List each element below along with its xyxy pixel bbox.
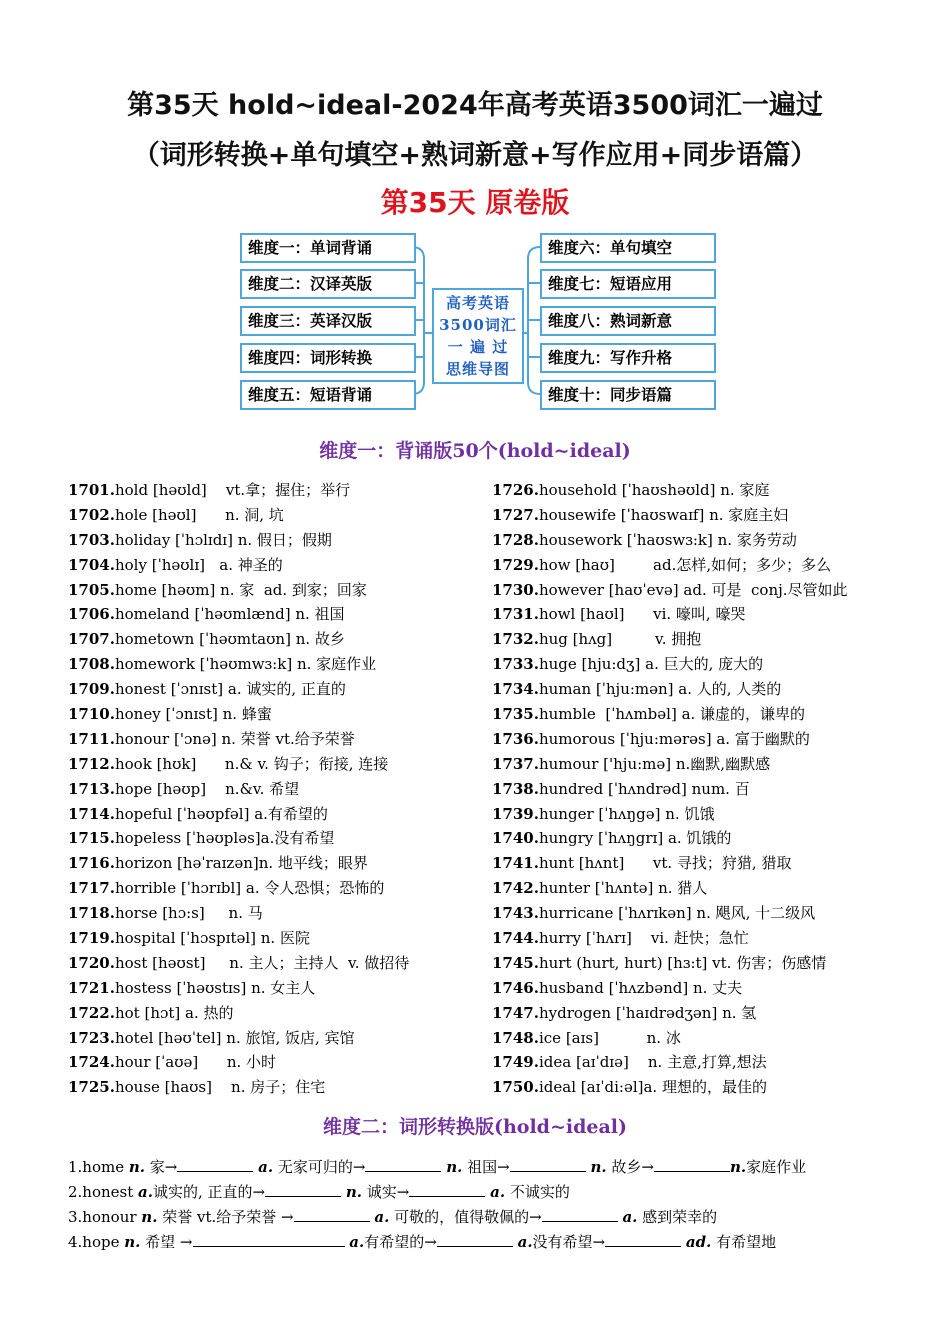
word-definition: hungry [ˈhʌŋgrɪ] a. 饥饿的 — [538, 829, 732, 848]
word-entry — [68, 1050, 409, 1075]
word-entry — [492, 901, 848, 926]
word-number: 1747. — [492, 1003, 539, 1022]
word-definition: horse [hɔ:s] n. 马 — [114, 904, 263, 923]
word-number: 1718. — [68, 904, 115, 923]
word-list-left — [68, 478, 409, 1100]
word-number: 1737. — [492, 754, 539, 773]
mindmap-left-5: 维度五：短语背诵 — [240, 380, 416, 410]
word-number: 1744. — [492, 929, 539, 948]
word-entry — [492, 702, 848, 727]
mindmap-center-line: 一 遍 过 — [447, 338, 509, 356]
word-entry — [492, 876, 848, 901]
title-line-2: （词形转换+单句填空+熟词新意+写作应用+同步语篇） — [132, 140, 818, 171]
word-entry — [68, 851, 409, 876]
word-list-right — [492, 478, 848, 1100]
word-entry — [68, 1075, 409, 1100]
answer-blank[interactable] — [510, 1159, 586, 1172]
word-entry — [68, 876, 409, 901]
word-definition: howl [haʊl] vi. 嚎叫, 嚎哭 — [538, 605, 746, 624]
word-definition: house [haʊs] n. 房子；住宅 — [114, 1078, 326, 1097]
word-entry — [68, 553, 409, 578]
word-number: 1717. — [68, 879, 115, 898]
word-definition: ice [aɪs] n. 冰 — [538, 1028, 681, 1047]
word-definition: hurry [ˈhʌrɪ] vi. 赶快；急忙 — [538, 929, 749, 948]
word-entry — [68, 1001, 409, 1026]
word-number: 1710. — [68, 705, 115, 724]
word-definition: holy [ˈhəʊlɪ] a. 神圣的 — [114, 555, 283, 574]
word-entry — [492, 851, 848, 876]
mindmap-center — [432, 288, 524, 384]
word-number: 1726. — [492, 481, 539, 499]
word-number: 1707. — [68, 630, 115, 649]
mindmap-right-3: 维度八：熟词新意 — [540, 306, 716, 336]
word-entry — [492, 1075, 848, 1100]
word-definition: honour ['ɔnə] n. 荣誉 vt.给予荣誉 — [114, 729, 355, 748]
word-entry — [68, 976, 409, 1001]
word-definition: idea [aɪˈdɪə] n. 主意,打算,想法 — [538, 1053, 767, 1072]
word-entry — [68, 602, 409, 627]
word-number: 1719. — [68, 929, 115, 948]
word-number: 1721. — [68, 978, 115, 997]
word-entry — [492, 553, 848, 578]
word-definition: human [ˈhju:mən] a. 人的, 人类的 — [538, 680, 782, 699]
word-entry — [68, 802, 409, 827]
word-number: 1709. — [68, 680, 115, 699]
word-definition: holiday [ˈhɔlɪdɪ] n. 假日；假期 — [114, 530, 332, 549]
word-entry — [492, 578, 848, 603]
word-entry — [492, 777, 848, 802]
word-number: 1728. — [492, 530, 539, 549]
answer-blank[interactable] — [365, 1159, 441, 1172]
section-1-title: 维度一：背诵版50个(hold~ideal) — [319, 440, 631, 462]
word-number: 1711. — [68, 729, 115, 748]
word-entry — [492, 478, 848, 503]
word-definition: hook [hʊk] n.& v. 钩子；衔接, 连接 — [114, 754, 389, 773]
word-number: 1720. — [68, 953, 115, 972]
word-entry — [68, 926, 409, 951]
answer-blank[interactable] — [265, 1184, 341, 1197]
word-number: 1739. — [492, 804, 539, 823]
word-definition: hundred [ˈhʌndrəd] num. 百 — [538, 779, 750, 798]
mindmap-center-line: 3500词汇 — [439, 316, 517, 334]
word-number: 1705. — [68, 580, 115, 599]
word-number: 1706. — [68, 605, 115, 624]
word-definition: household [ˈhaʊshəʊld] n. 家庭 — [538, 481, 770, 499]
word-number: 1715. — [68, 829, 115, 848]
mindmap-right-5: 维度十：同步语篇 — [540, 380, 716, 410]
word-number: 1741. — [492, 854, 539, 873]
answer-blank[interactable] — [294, 1209, 370, 1222]
exercise-3: 3.honour n. 荣誉 vt.给予荣誉 → a. 可敬的，值得敬佩的→ a. 感到荣幸的 — [68, 1208, 718, 1226]
word-number: 1731. — [492, 605, 539, 624]
word-definition: hydrogen [ˈhaɪdrədʒən] n. 氢 — [538, 1003, 757, 1022]
word-entry — [492, 752, 848, 777]
word-number: 1748. — [492, 1028, 539, 1047]
answer-blank[interactable] — [605, 1234, 681, 1247]
mindmap-center-line: 高考英语 — [445, 294, 510, 312]
exercise-2: 2.honest a.诚实的, 正直的→ n. 诚实→ a. 不诚实的 — [68, 1183, 570, 1201]
word-number: 1734. — [492, 680, 539, 699]
word-number: 1749. — [492, 1053, 539, 1072]
section-2-title: 维度二：词形转换版(hold~ideal) — [322, 1116, 627, 1138]
word-definition: humour ['hju:mə] n.幽默,幽默感 — [538, 754, 771, 773]
word-number: 1722. — [68, 1003, 115, 1022]
word-number: 1729. — [492, 555, 539, 574]
answer-blank[interactable] — [437, 1234, 513, 1247]
word-entry — [68, 677, 409, 702]
word-number: 1723. — [68, 1028, 115, 1047]
word-number: 1724. — [68, 1053, 115, 1072]
word-definition: homeland [ˈhəʊmlænd] n. 祖国 — [114, 605, 345, 624]
word-number: 1738. — [492, 779, 539, 798]
word-definition: however [haʊˈevə] ad. 可是 conj.尽管如此 — [538, 580, 848, 599]
exercise-4: 4.hope n. 希望 → a.有希望的→ a.没有希望→ ad. 有希望地 — [68, 1233, 777, 1251]
word-definition: hotel [həʊˈtel] n. 旅馆, 饭店, 宾馆 — [114, 1028, 355, 1047]
word-definition: hurt (hurt, hurt) [hɜ:t] vt. 伤害；伤感情 — [538, 953, 827, 972]
answer-blank[interactable] — [193, 1234, 345, 1247]
word-entry — [68, 777, 409, 802]
word-number: 1745. — [492, 953, 539, 972]
word-definition: huge [hju:dʒ] a. 巨大的, 庞大的 — [538, 655, 764, 674]
word-definition: housewife [ˈhaʊswaɪf] n. 家庭主妇 — [538, 505, 789, 524]
word-definition: hunter [ˈhʌntə] n. 猎人 — [538, 879, 708, 898]
word-definition: hunt [hʌnt] vt. 寻找；狩猎, 猎取 — [538, 854, 792, 873]
word-entry — [492, 926, 848, 951]
word-definition: hurricane [ˈhʌrɪkən] n. 飓风, 十二级风 — [538, 904, 816, 923]
word-definition: home [həʊm] n. 家 ad. 到家；回家 — [114, 580, 367, 599]
word-definition: hospital [ˈhɔspɪtəl] n. 医院 — [114, 929, 310, 948]
word-definition: hole [həʊl] n. 洞, 坑 — [114, 505, 284, 524]
word-definition: ideal [aɪˈdi:əl]a. 理想的，最佳的 — [538, 1078, 767, 1097]
word-definition: humorous [ˈhju:mərəs] a. 富于幽默的 — [538, 729, 810, 748]
word-entry — [492, 727, 848, 752]
word-definition: hold [həʊld] vt.拿；握住；举行 — [114, 481, 351, 499]
word-number: 1740. — [492, 829, 539, 848]
title-line-1: 第35天 hold~ideal-2024年高考英语3500词汇一遍过 — [127, 90, 823, 121]
word-definition: hostess [ˈhəʊstɪs] n. 女主人 — [114, 978, 316, 997]
mindmap-left-1: 维度一：单词背诵 — [240, 233, 416, 263]
word-entry — [492, 627, 848, 652]
answer-blank[interactable] — [177, 1159, 253, 1172]
word-number: 1742. — [492, 879, 539, 898]
word-definition: honest [ˈɔnɪst] a. 诚实的, 正直的 — [114, 680, 346, 699]
word-number: 1746. — [492, 978, 539, 997]
word-entry — [68, 901, 409, 926]
word-number: 1713. — [68, 779, 115, 798]
word-definition: hometown [ˈhəʊmtaʊn] n. 故乡 — [114, 630, 345, 649]
word-definition: hope [həʊp] n.&v. 希望 — [114, 779, 300, 798]
word-number: 1743. — [492, 904, 539, 923]
word-entry — [492, 528, 848, 553]
word-entry — [68, 826, 409, 851]
word-entry — [68, 503, 409, 528]
word-definition: how [haʊ] ad.怎样,如何；多少；多么 — [538, 555, 832, 574]
word-number: 1714. — [68, 804, 115, 823]
answer-blank[interactable] — [654, 1159, 730, 1172]
word-number: 1704. — [68, 555, 115, 574]
word-number: 1712. — [68, 754, 115, 773]
word-entry — [492, 503, 848, 528]
word-entry — [68, 627, 409, 652]
word-number: 1701. — [68, 481, 115, 499]
word-definition: honey [ˈɔnɪst] n. 蜂蜜 — [114, 705, 272, 724]
word-number: 1735. — [492, 705, 539, 724]
word-definition: hour [ˈaʊə] n. 小时 — [114, 1053, 277, 1072]
word-entry — [68, 478, 409, 503]
word-entry — [492, 951, 848, 976]
mindmap-center-line: 思维导图 — [445, 360, 510, 378]
word-entry — [492, 677, 848, 702]
word-number: 1702. — [68, 505, 115, 524]
word-definition: hot [hɔt] a. 热的 — [114, 1003, 234, 1022]
word-number: 1732. — [492, 630, 539, 649]
word-definition: husband [ˈhʌzbənd] n. 丈夫 — [538, 978, 743, 997]
word-entry — [68, 752, 409, 777]
word-entry — [68, 727, 409, 752]
word-definition: hopeless [ˈhəʊpləs]a.没有希望 — [114, 829, 335, 848]
word-number: 1730. — [492, 580, 539, 599]
word-entry — [68, 951, 409, 976]
word-number: 1733. — [492, 655, 539, 674]
word-entry — [68, 578, 409, 603]
word-entry — [492, 1050, 848, 1075]
exercise-1: 1.home n. 家→ a. 无家可归的→ n. 祖国→ n. 故乡→ n.家庭作业 — [68, 1158, 807, 1176]
word-number: 1727. — [492, 505, 539, 524]
word-definition: housework [ˈhaʊswɜ:k] n. 家务劳动 — [538, 530, 797, 549]
word-definition: homework [ˈhəʊmwɜ:k] n. 家庭作业 — [114, 655, 377, 674]
word-entry — [492, 602, 848, 627]
mindmap-right-1: 维度六：单句填空 — [540, 233, 716, 263]
answer-blank[interactable] — [542, 1209, 618, 1222]
word-entry — [492, 826, 848, 851]
word-entry — [492, 802, 848, 827]
word-entry — [492, 652, 848, 677]
word-number: 1703. — [68, 530, 115, 549]
word-definition: hunger [ˈhʌŋgə] n. 饥饿 — [538, 804, 715, 823]
mindmap-right-2: 维度七：短语应用 — [540, 269, 716, 299]
word-number: 1750. — [492, 1078, 539, 1097]
word-definition: horizon [həˈraɪzən]n. 地平线；眼界 — [114, 854, 368, 873]
word-entry — [492, 1026, 848, 1051]
word-entry — [492, 976, 848, 1001]
mindmap-right-4: 维度九：写作升格 — [540, 343, 716, 373]
word-definition: host [həʊst] n. 主人；主持人 v. 做招待 — [114, 953, 410, 972]
word-number: 1725. — [68, 1078, 115, 1097]
mindmap-left-2: 维度二：汉译英版 — [240, 269, 416, 299]
word-entry — [68, 1026, 409, 1051]
word-entry — [492, 1001, 848, 1026]
word-number: 1736. — [492, 729, 539, 748]
mindmap-left-3: 维度三：英译汉版 — [240, 306, 416, 336]
word-definition: humble [ˈhʌmbəl] a. 谦虚的，谦卑的 — [538, 705, 806, 724]
word-entry — [68, 702, 409, 727]
title-line-3: 第35天 原卷版 — [380, 186, 570, 219]
mindmap-left-4: 维度四：词形转换 — [240, 343, 416, 373]
word-definition: hug [hʌg] v. 拥抱 — [538, 630, 702, 649]
answer-blank[interactable] — [409, 1184, 485, 1197]
word-entry — [68, 652, 409, 677]
word-number: 1708. — [68, 655, 115, 674]
word-definition: hopeful [ˈhəʊpfəl] a.有希望的 — [114, 804, 328, 823]
word-definition: horrible [ˈhɔrɪbl] a. 令人恐惧；恐怖的 — [114, 879, 385, 898]
word-entry — [68, 528, 409, 553]
word-number: 1716. — [68, 854, 115, 873]
